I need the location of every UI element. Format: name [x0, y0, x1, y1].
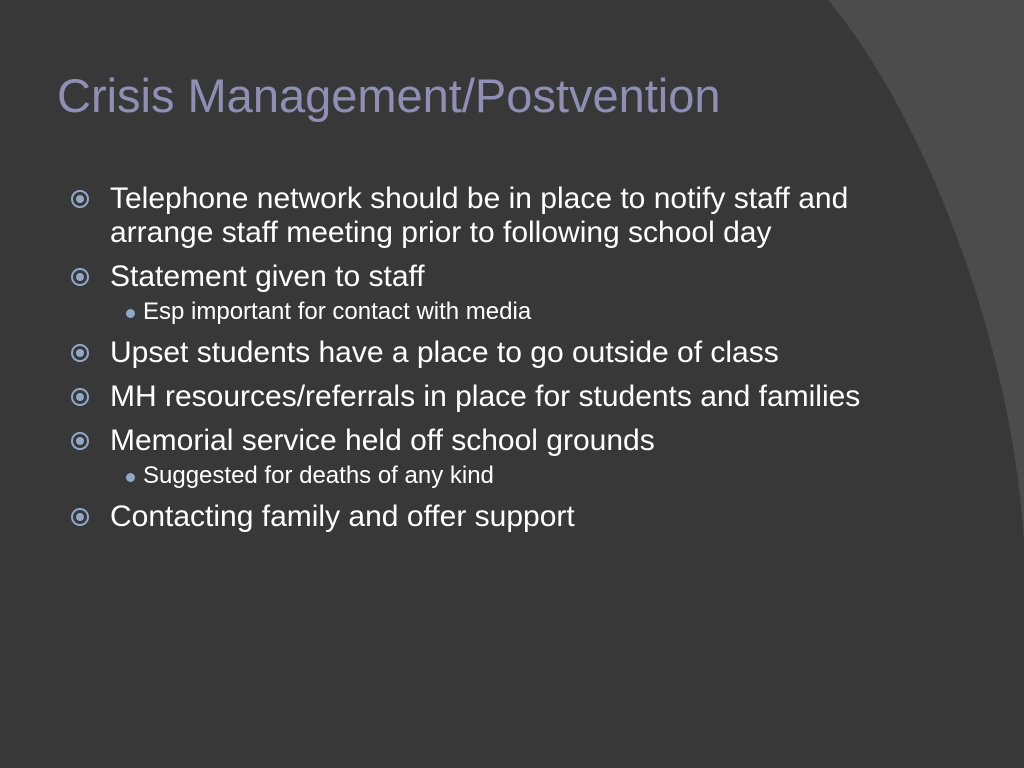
- circle-dot-icon: [70, 267, 90, 287]
- sub-bullet-text: Esp important for contact with media: [143, 298, 532, 325]
- circle-dot-icon: [70, 387, 90, 407]
- dot-icon: [126, 473, 135, 482]
- bullet-item: [0, 380, 880, 414]
- bullet-text: Contacting family and offer support: [110, 500, 575, 533]
- bullet-item: [0, 424, 880, 458]
- bullet-item: [0, 500, 880, 534]
- bullet-item: [0, 182, 880, 250]
- bullet-item: [0, 260, 880, 294]
- bullet-list: [0, 182, 900, 544]
- circle-dot-icon: [70, 343, 90, 363]
- sub-bullet-item: [0, 298, 900, 326]
- bullet-text: Upset students have a place to go outside of class: [110, 336, 779, 369]
- bullet-text: Statement given to staff: [110, 260, 425, 293]
- bullet-text: Memorial service held off school grounds: [110, 424, 655, 457]
- sub-bullet-item: [0, 462, 900, 490]
- circle-dot-icon: [70, 431, 90, 451]
- slide-title: Crisis Management/Postvention: [57, 69, 721, 122]
- circle-dot-icon: [70, 507, 90, 527]
- dot-icon: [126, 309, 135, 318]
- circle-dot-icon: [70, 189, 90, 209]
- sub-bullet-text: Suggested for deaths of any kind: [143, 462, 494, 489]
- bullet-item: [0, 336, 880, 370]
- bullet-text: MH resources/referrals in place for students and families: [110, 380, 861, 413]
- bullet-text: Telephone network should be in place to notify staff and arrange staff meeting prior to following school day: [110, 182, 849, 249]
